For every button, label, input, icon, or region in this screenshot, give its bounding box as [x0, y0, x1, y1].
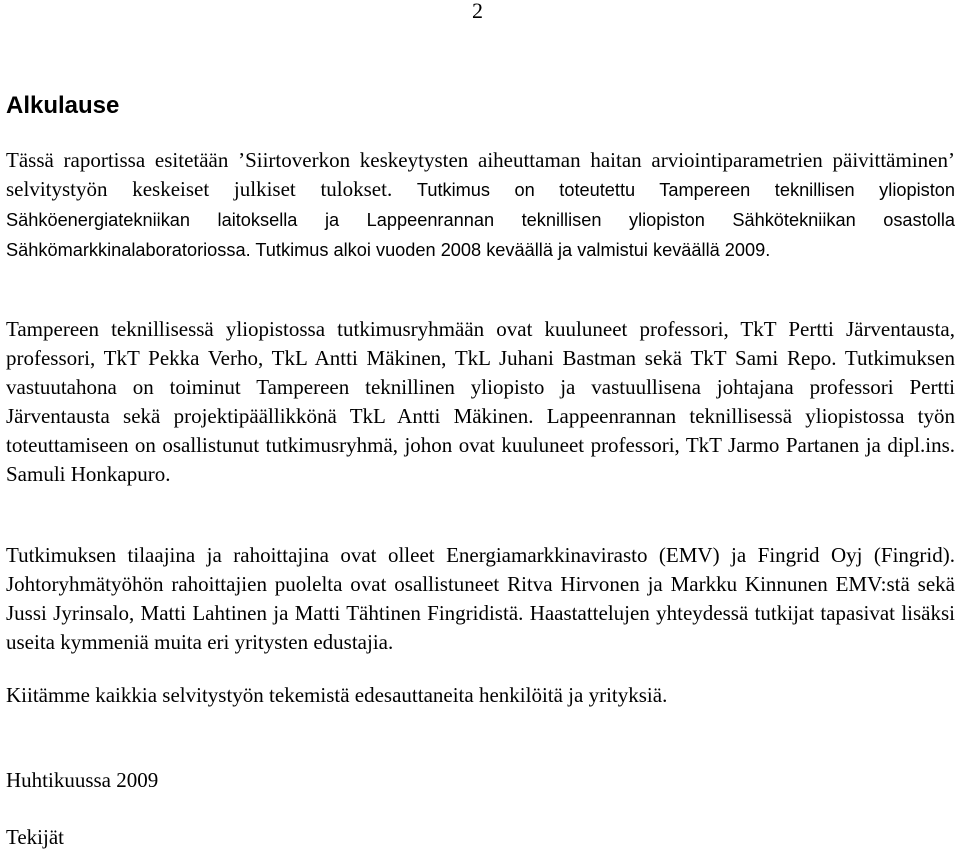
paragraph-funders: Tutkimuksen tilaajina ja rahoittajina ovat olleet Energiamarkkinavirasto (EMV) ja Fingrid Oyj (Fingrid). Johtoryhmätyöhön rahoittajien puolelta ovat osallistuneet Ritva Hirvonen ja Markku Kinnunen EMV:stä sekä Jussi Jyrinsalo, Matti Lahtinen ja Matti Tähtinen Fingridistä. Haastattelujen yhteydessä tutkijat tapasivat lisäksi useita kymmeniä muita eri yritysten edustajia. [6, 543, 955, 654]
date-line: Huhtikuussa 2009 [6, 768, 159, 792]
paragraph-research-group: Tampereen teknillisessä yliopistossa tutkimusryhmään ovat kuuluneet professori, TkT Pertti Järventausta, professori, TkT Pekka Verho, TkL Antti Mäkinen, TkL Juhani Bastman sekä TkT Sami Repo. Tutkimuksen vastuutahona on toiminut Tampereen teknillinen yliopisto ja vastuullisena johtajana professori Pertti Järventausta sekä projektipäällikkönä TkL Antti Mäkinen. Lappeenrannan teknillisessä yliopistossa työn toteuttamiseen on osallistunut tutkimusryhmä, johon ovat kuuluneet professori, TkT Jarmo Partanen ja dipl.ins. Samuli Honkapuro. [6, 317, 955, 486]
signature-line: Tekijät [6, 825, 65, 849]
paragraph-intro [6, 146, 955, 265]
paragraph-intro-sans: Tutkimus on toteutettu Tampereen teknillisen yliopiston Sähköenergiatekniikan laitoksella ja Lappeenrannan teknillisen yliopiston Sähkötekniikan osastolla Sähkömarkkinalaboratoriossa. Tutkimus alkoi vuoden 2008 keväällä ja valmistui keväällä 2009. [6, 180, 956, 260]
section-heading: Alkulause [6, 92, 120, 119]
paragraph-intro-serif: Tässä raportissa esitetään ’Siirtoverkon keskeytysten aiheuttaman haitan arviointiparametrien päivittäminen’ selvitystyön keskeiset julkiset tulokset. [6, 148, 955, 201]
page-number: 2 [472, 0, 483, 23]
paragraph-thanks: Kiitämme kaikkia selvitystyön tekemistä edesauttaneita henkilöitä ja yrityksiä. [6, 683, 668, 707]
